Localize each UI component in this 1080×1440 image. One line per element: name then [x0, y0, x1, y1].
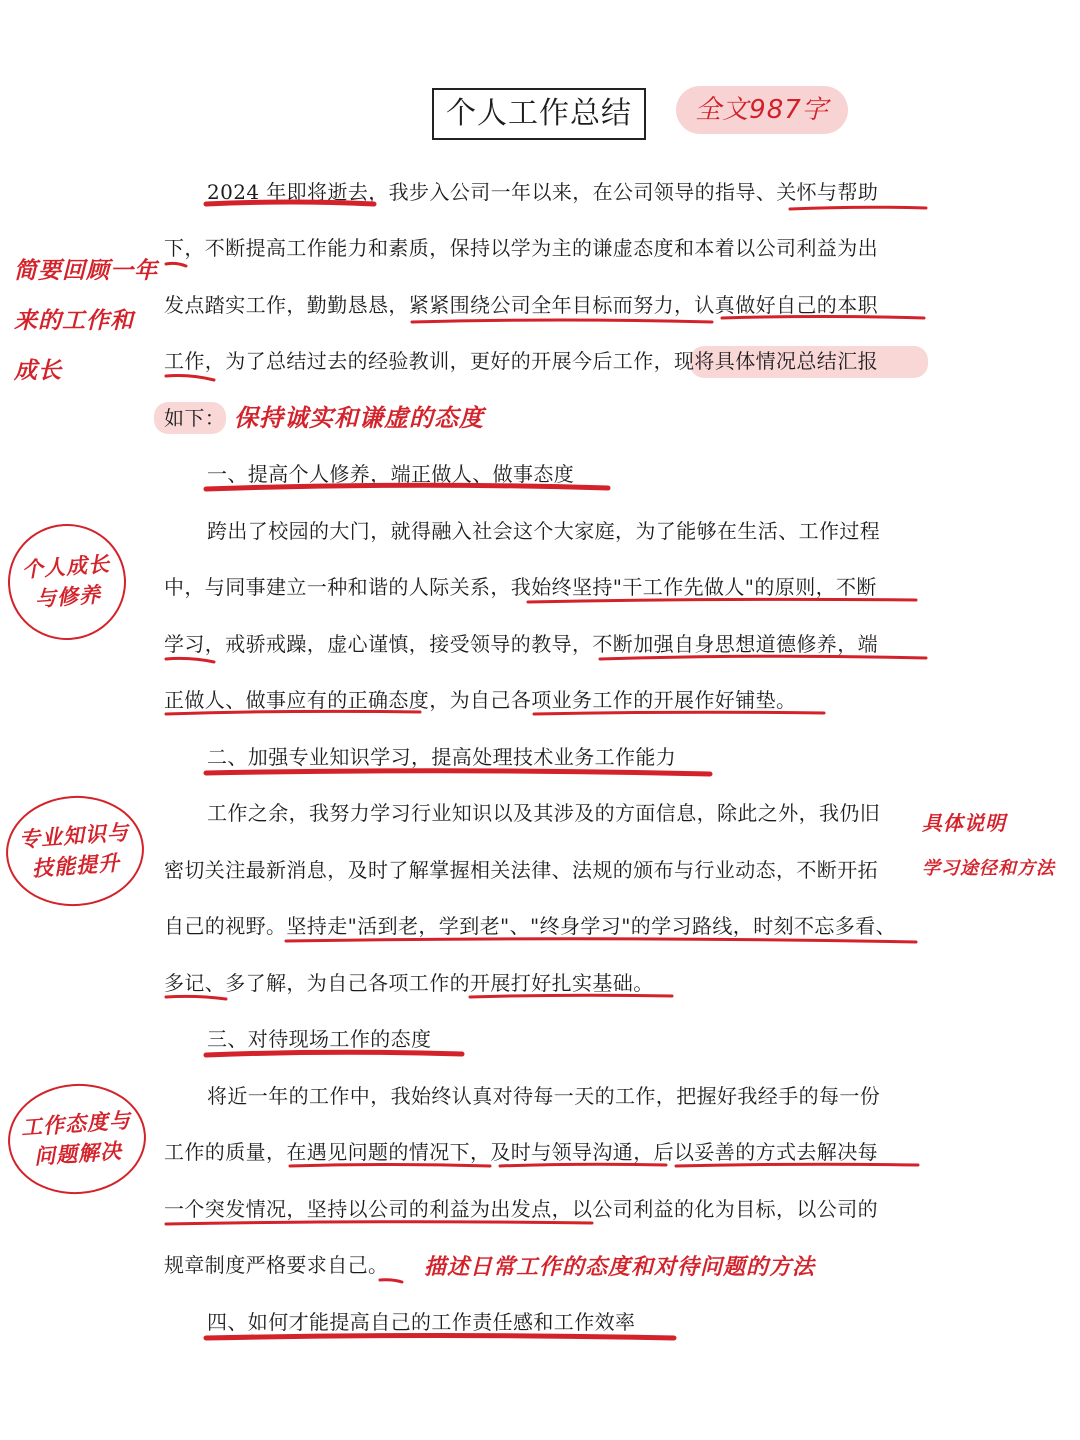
body-line: 规章制度严格要求自己。 — [164, 1253, 389, 1277]
body-line: 发点踏实工作，勤勤恳恳，紧紧围绕公司全年目标而努力，认真做好自己的本职 — [164, 293, 878, 317]
body-line: 密切关注最新消息，及时了解掌握相关法律、法规的颁布与行业动态，不断开拓 — [164, 858, 878, 882]
body-line: 工作的质量，在遇见问题的情况下，及时与领导沟通，后以妥善的方式去解决每 — [164, 1140, 878, 1164]
annotation-circle-1: 个人成长 与修养 — [4, 520, 130, 644]
body-line: 正做人、做事应有的正确态度，为自己各项业务工作的开展作好铺垫。 — [164, 688, 797, 712]
page-title: 个人工作总结 — [432, 88, 646, 140]
body-line: 中，与同事建立一种和谐的人际关系，我始终坚持"干工作先做人"的原则，不断 — [164, 575, 877, 599]
body-line: 工作之余，我努力学习行业知识以及其涉及的方面信息，除此之外，我仍旧 — [207, 801, 881, 825]
body-line: 下，不断提高工作能力和素质，保持以学为主的谦虚态度和本着以公司利益为出 — [164, 236, 878, 260]
body-line: 工作，为了总结过去的经验教训，更好的开展今后工作，现将具体情况总结汇报 — [164, 349, 878, 373]
body-line: 学习，戒骄戒躁，虚心谨慎，接受领导的教导，不断加强自身思想道德修养，端 — [164, 632, 878, 656]
section-heading-4: 四、如何才能提高自己的工作责任感和工作效率 — [207, 1310, 636, 1334]
section-heading-2: 二、加强专业知识学习，提高处理技术业务工作能力 — [207, 745, 677, 769]
word-count-badge: 全文987字 — [676, 86, 848, 134]
section-heading-1: 一、提高个人修养，端正做人、做事态度 — [207, 462, 575, 486]
body-line: 将近一年的工作中，我始终认真对待每一天的工作，把握好我经手的每一份 — [207, 1084, 881, 1108]
annotation-inline-2: 描述日常工作的态度和对待问题的方法 — [424, 1255, 816, 1280]
annotation-circle-2: 专业知识与 技能提升 — [2, 791, 147, 910]
annotation-circle-3: 工作态度与 问题解决 — [4, 1079, 149, 1198]
annotation-right-1: 具体说明 学习途径和方法 — [922, 811, 1055, 879]
section-heading-3: 三、对待现场工作的态度 — [207, 1027, 432, 1051]
body-line: 跨出了校园的大门，就得融入社会这个大家庭，为了能够在生活、工作过程 — [207, 519, 881, 543]
body-line: 2024 年即将逝去，我步入公司一年以来，在公司领导的指导、关怀与帮助 — [207, 180, 879, 204]
body-line: 自己的视野。坚持走"活到老，学到老"、"终身学习"的学习路线，时刻不忘多看、 — [164, 914, 896, 938]
annotation-left-1: 简要回顾一年 来的工作和 成长 — [14, 258, 158, 384]
body-line: 多记、多了解，为自己各项工作的开展打好扎实基础。 — [164, 971, 654, 995]
body-line: 一个突发情况，坚持以公司的利益为出发点，以公司利益的化为目标，以公司的 — [164, 1197, 878, 1221]
body-line: 如下： — [164, 406, 226, 430]
annotation-inline-1: 保持诚实和谦虚的态度 — [234, 404, 484, 432]
